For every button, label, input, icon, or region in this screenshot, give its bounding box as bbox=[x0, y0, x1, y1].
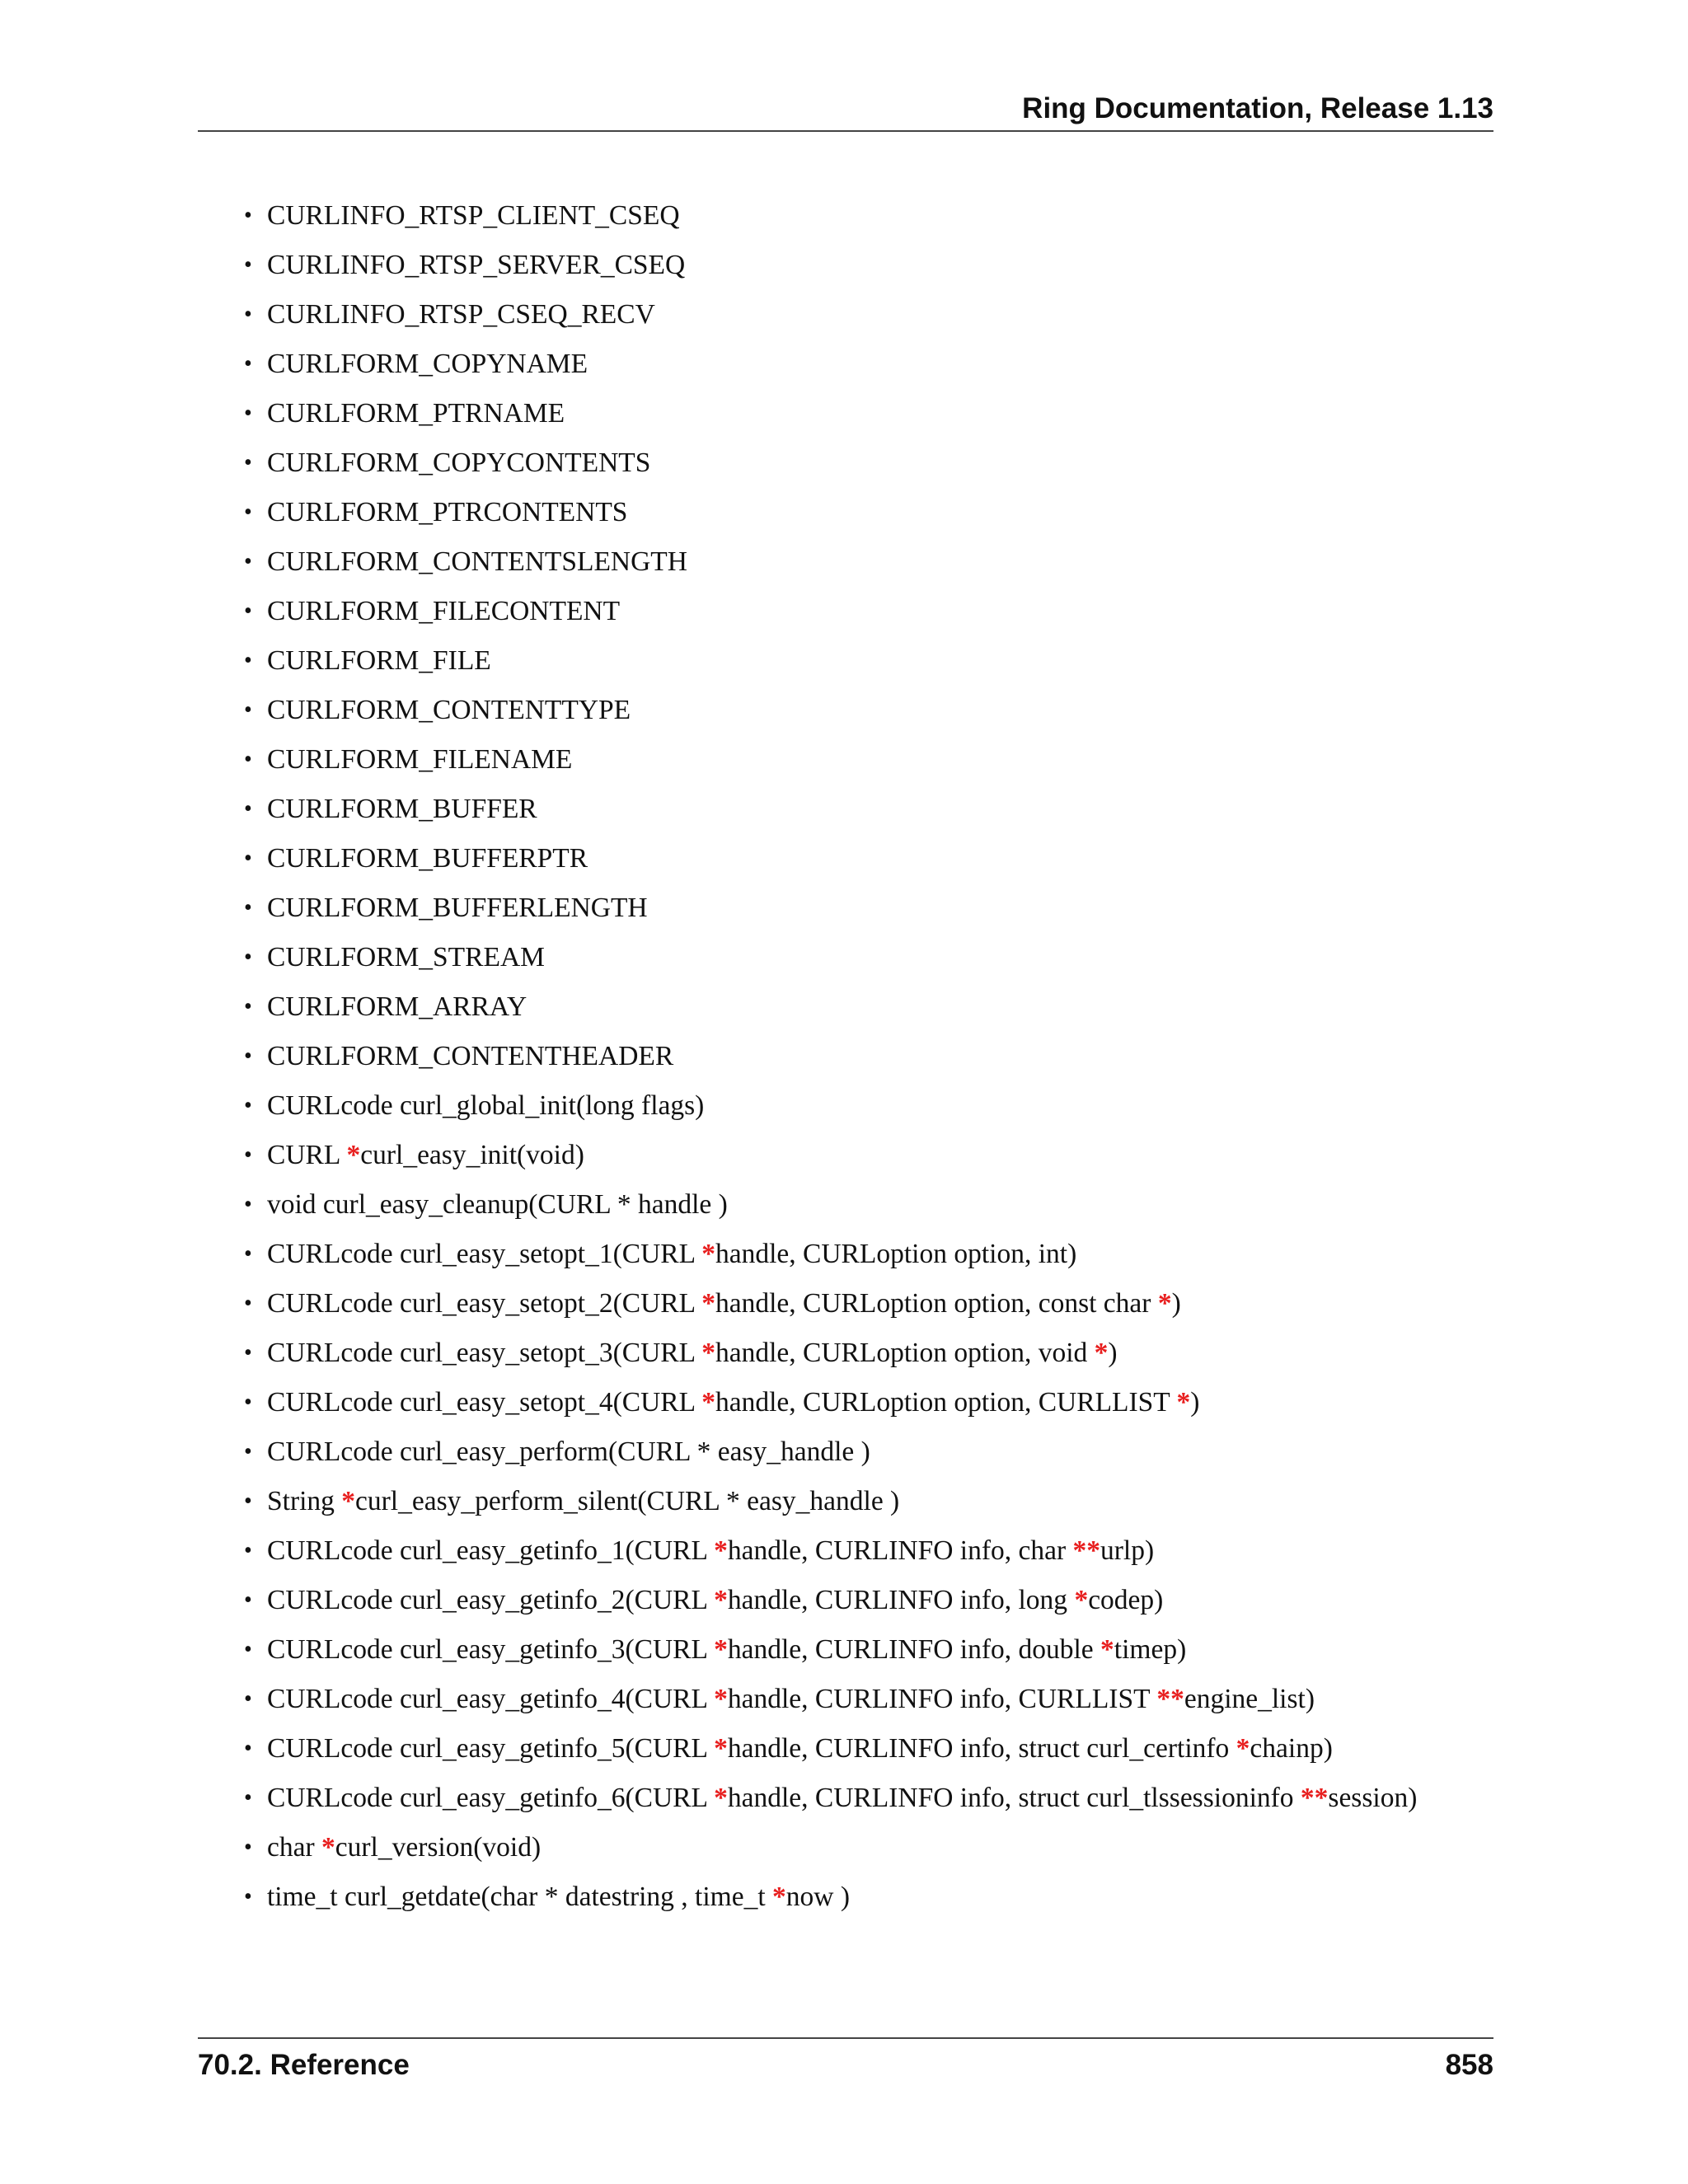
item-text: now ) bbox=[785, 1882, 851, 1912]
list-item bbox=[244, 1779, 1417, 1829]
item-text: urlp) bbox=[1100, 1535, 1155, 1566]
item-text: CURLFORM_FILENAME bbox=[267, 744, 573, 775]
item-text: engine_list) bbox=[1184, 1684, 1315, 1714]
item-text: handle, CURLINFO info, CURLLIST bbox=[727, 1684, 1157, 1714]
list-item bbox=[244, 494, 1417, 543]
item-text: ) bbox=[1171, 1288, 1181, 1319]
item-text: handle, CURLINFO info, struct curl_tlssessioninfo bbox=[727, 1783, 1301, 1813]
item-text: CURLcode curl_easy_perform(CURL * easy_handle ) bbox=[267, 1436, 870, 1467]
item-text: CURLcode curl_easy_getinfo_3(CURL bbox=[267, 1634, 715, 1665]
item-text: CURLFORM_PTRNAME bbox=[267, 398, 565, 429]
bullet-icon: • bbox=[244, 1043, 252, 1069]
list-item bbox=[244, 741, 1417, 790]
pointer-marker: * bbox=[701, 1338, 715, 1368]
list-item bbox=[244, 1334, 1417, 1384]
list-item bbox=[244, 1038, 1417, 1087]
item-text: handle, CURLoption option, CURLLIST bbox=[715, 1387, 1177, 1418]
pointer-marker: * bbox=[714, 1585, 728, 1615]
pointer-marker: * bbox=[701, 1288, 715, 1319]
item-text: CURLFORM_BUFFERPTR bbox=[267, 843, 588, 874]
header-title: Ring Documentation, Release 1.13 bbox=[1022, 92, 1493, 124]
item-text: CURLcode curl_easy_setopt_4(CURL bbox=[267, 1387, 702, 1418]
item-text: CURLFORM_BUFFER bbox=[267, 794, 537, 824]
bullet-icon: • bbox=[244, 747, 252, 772]
pointer-marker: * bbox=[1176, 1387, 1191, 1418]
list-item bbox=[244, 593, 1417, 642]
bullet-icon: • bbox=[244, 302, 252, 327]
item-text: CURLFORM_CONTENTTYPE bbox=[267, 695, 631, 725]
item-text: CURLcode curl_easy_getinfo_4(CURL bbox=[267, 1684, 715, 1714]
item-text: curl_easy_init(void) bbox=[360, 1140, 584, 1170]
bullet-icon: • bbox=[244, 1736, 252, 1761]
list-item bbox=[244, 691, 1417, 741]
item-text: CURLcode curl_easy_getinfo_6(CURL bbox=[267, 1783, 715, 1813]
bullet-icon: • bbox=[244, 549, 252, 574]
list-item bbox=[244, 1582, 1417, 1631]
item-text: String bbox=[267, 1486, 342, 1516]
item-text: CURLFORM_FILE bbox=[267, 645, 491, 676]
list-item bbox=[244, 1235, 1417, 1285]
pointer-marker: * bbox=[341, 1486, 356, 1516]
pointer-marker: * bbox=[1094, 1338, 1109, 1368]
page-footer bbox=[198, 2037, 1493, 2081]
bullet-icon: • bbox=[244, 1291, 252, 1316]
item-text: handle, CURLoption option, const char bbox=[715, 1288, 1158, 1319]
bullet-icon: • bbox=[244, 796, 252, 822]
pointer-marker: * bbox=[714, 1535, 728, 1566]
item-text: CURLcode curl_global_init(long flags) bbox=[267, 1090, 705, 1121]
pointer-marker: ** bbox=[1072, 1535, 1101, 1566]
bullet-icon: • bbox=[244, 1587, 252, 1613]
bullet-icon: • bbox=[244, 846, 252, 871]
pointer-marker: * bbox=[321, 1832, 335, 1863]
item-text: handle, CURLINFO info, struct curl_certinfo bbox=[727, 1733, 1236, 1764]
item-text: ) bbox=[1108, 1338, 1118, 1368]
pointer-marker: * bbox=[1236, 1733, 1250, 1764]
bullet-icon: • bbox=[244, 1093, 252, 1118]
pointer-marker: * bbox=[714, 1733, 728, 1764]
bullet-icon: • bbox=[244, 450, 252, 476]
pointer-marker: ** bbox=[1300, 1783, 1329, 1813]
item-text: CURLFORM_STREAM bbox=[267, 942, 545, 972]
item-text: handle, CURLoption option, void bbox=[715, 1338, 1095, 1368]
bullet-icon: • bbox=[244, 1241, 252, 1267]
item-text: CURLFORM_COPYNAME bbox=[267, 349, 588, 379]
item-text: curl_easy_perform_silent(CURL * easy_handle ) bbox=[355, 1486, 900, 1516]
item-text: session) bbox=[1328, 1783, 1418, 1813]
item-text: char bbox=[267, 1832, 322, 1863]
list-item bbox=[244, 543, 1417, 593]
item-text: CURLFORM_CONTENTSLENGTH bbox=[267, 546, 687, 577]
item-text: CURLFORM_ARRAY bbox=[267, 991, 528, 1022]
item-text: CURLcode curl_easy_getinfo_1(CURL bbox=[267, 1535, 715, 1566]
pointer-marker: * bbox=[1157, 1288, 1172, 1319]
bullet-icon: • bbox=[244, 1192, 252, 1217]
bullet-icon: • bbox=[244, 648, 252, 673]
list-item bbox=[244, 1186, 1417, 1235]
list-item bbox=[244, 1730, 1417, 1779]
list-item bbox=[244, 1384, 1417, 1433]
item-text: codep) bbox=[1088, 1585, 1164, 1615]
item-text: curl_version(void) bbox=[335, 1832, 542, 1863]
pointer-marker: * bbox=[1100, 1634, 1114, 1665]
list-item bbox=[244, 790, 1417, 840]
bullet-icon: • bbox=[244, 1488, 252, 1514]
list-item bbox=[244, 1878, 1417, 1928]
list-item bbox=[244, 840, 1417, 889]
bullet-icon: • bbox=[244, 1884, 252, 1910]
bullet-icon: • bbox=[244, 1340, 252, 1366]
list-item bbox=[244, 345, 1417, 395]
item-text: CURLcode curl_easy_getinfo_2(CURL bbox=[267, 1585, 715, 1615]
list-item bbox=[244, 246, 1417, 296]
list-item bbox=[244, 1829, 1417, 1878]
item-text: CURLcode curl_easy_getinfo_5(CURL bbox=[267, 1733, 715, 1764]
bullet-icon: • bbox=[244, 944, 252, 970]
item-text: ) bbox=[1190, 1387, 1200, 1418]
bullet-icon: • bbox=[244, 598, 252, 624]
item-text: CURLFORM_CONTENTHEADER bbox=[267, 1041, 674, 1071]
bullet-icon: • bbox=[244, 1835, 252, 1860]
bullet-icon: • bbox=[244, 1439, 252, 1465]
pointer-marker: * bbox=[772, 1882, 786, 1912]
bullet-icon: • bbox=[244, 499, 252, 525]
list-item bbox=[244, 1137, 1417, 1186]
bullet-icon: • bbox=[244, 203, 252, 228]
item-text: handle, CURLINFO info, char bbox=[727, 1535, 1073, 1566]
list-item bbox=[244, 1285, 1417, 1334]
bullet-icon: • bbox=[244, 697, 252, 723]
item-text: CURLFORM_BUFFERLENGTH bbox=[267, 893, 648, 923]
pointer-marker: * bbox=[701, 1239, 715, 1269]
item-text: handle, CURLoption option, int) bbox=[715, 1239, 1077, 1269]
list-item bbox=[244, 642, 1417, 691]
list-item bbox=[244, 939, 1417, 988]
footer-page-number: 858 bbox=[1445, 2049, 1493, 2081]
item-text: CURLcode curl_easy_setopt_1(CURL bbox=[267, 1239, 702, 1269]
list-item bbox=[244, 296, 1417, 345]
list-item bbox=[244, 1483, 1417, 1532]
item-text: CURL bbox=[267, 1140, 347, 1170]
list-item bbox=[244, 1087, 1417, 1137]
list-item bbox=[244, 889, 1417, 939]
item-text: CURLcode curl_easy_setopt_3(CURL bbox=[267, 1338, 702, 1368]
footer-section-title: 70.2. Reference bbox=[198, 2049, 410, 2081]
pointer-marker: * bbox=[346, 1140, 361, 1170]
bullet-icon: • bbox=[244, 994, 252, 1019]
item-text: time_t curl_getdate(char * datestring , time_t bbox=[267, 1882, 773, 1912]
bullet-icon: • bbox=[244, 895, 252, 921]
item-text: CURLFORM_COPYCONTENTS bbox=[267, 448, 651, 478]
pointer-marker: * bbox=[701, 1387, 715, 1418]
list-item bbox=[244, 988, 1417, 1038]
item-text: CURLINFO_RTSP_CSEQ_RECV bbox=[267, 299, 655, 330]
item-text: handle, CURLINFO info, double bbox=[727, 1634, 1101, 1665]
bullet-icon: • bbox=[244, 252, 252, 278]
list-item bbox=[244, 1532, 1417, 1582]
pointer-marker: ** bbox=[1156, 1684, 1184, 1714]
bullet-icon: • bbox=[244, 1390, 252, 1415]
item-text: void curl_easy_cleanup(CURL * handle ) bbox=[267, 1189, 728, 1220]
pointer-marker: * bbox=[714, 1684, 728, 1714]
item-text: CURLINFO_RTSP_SERVER_CSEQ bbox=[267, 250, 686, 280]
pointer-marker: * bbox=[1074, 1585, 1089, 1615]
list-item bbox=[244, 1680, 1417, 1730]
reference-list bbox=[244, 197, 1417, 1928]
list-item bbox=[244, 1433, 1417, 1483]
pointer-marker: * bbox=[714, 1783, 728, 1813]
bullet-icon: • bbox=[244, 1785, 252, 1811]
bullet-icon: • bbox=[244, 1538, 252, 1563]
bullet-icon: • bbox=[244, 1142, 252, 1168]
item-text: chainp) bbox=[1250, 1733, 1333, 1764]
list-item bbox=[244, 395, 1417, 444]
list-item bbox=[244, 197, 1417, 246]
item-text: timep) bbox=[1114, 1634, 1187, 1665]
bullet-icon: • bbox=[244, 1637, 252, 1662]
list-item bbox=[244, 444, 1417, 494]
bullet-icon: • bbox=[244, 401, 252, 426]
bullet-icon: • bbox=[244, 351, 252, 377]
item-text: CURLINFO_RTSP_CLIENT_CSEQ bbox=[267, 200, 680, 231]
bullet-icon: • bbox=[244, 1686, 252, 1712]
item-text: handle, CURLINFO info, long bbox=[727, 1585, 1075, 1615]
pointer-marker: * bbox=[714, 1634, 728, 1665]
item-text: CURLcode curl_easy_setopt_2(CURL bbox=[267, 1288, 702, 1319]
item-text: CURLFORM_FILECONTENT bbox=[267, 596, 621, 626]
page-header bbox=[198, 91, 1493, 132]
item-text: CURLFORM_PTRCONTENTS bbox=[267, 497, 628, 527]
list-item bbox=[244, 1631, 1417, 1680]
